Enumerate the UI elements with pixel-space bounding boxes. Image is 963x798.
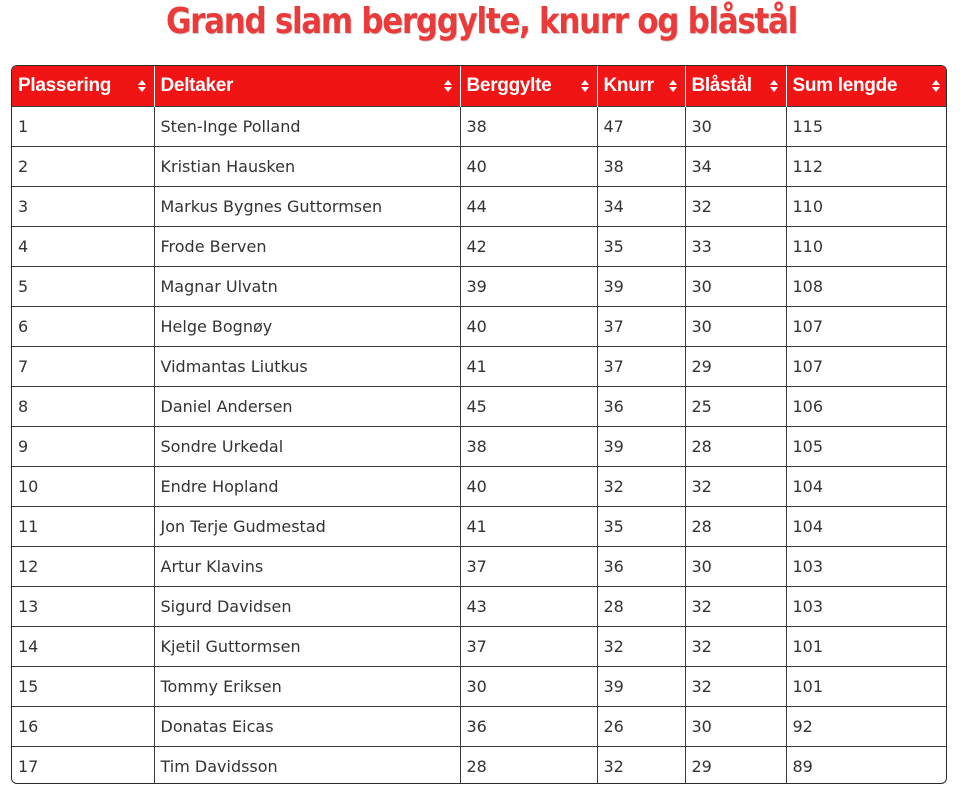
cell-berggylte: 28 (460, 746, 597, 784)
cell-berggylte: 39 (460, 266, 597, 306)
cell-berggylte: 44 (460, 186, 597, 226)
table-row (12, 266, 947, 306)
table-row (12, 146, 947, 186)
sort-updown-icon[interactable] (669, 80, 677, 92)
cell-plassering: 12 (12, 546, 154, 586)
sort-updown-icon[interactable] (581, 80, 589, 92)
column-header-label: Plassering (18, 74, 112, 96)
cell-plassering: 14 (12, 626, 154, 666)
cell-plassering: 3 (12, 186, 154, 226)
cell-blastal: 32 (685, 466, 786, 506)
cell-berggylte: 37 (460, 626, 597, 666)
cell-deltaker: Endre Hopland (154, 466, 460, 506)
table-row (12, 186, 947, 226)
cell-berggylte: 40 (460, 466, 597, 506)
cell-plassering: 10 (12, 466, 154, 506)
cell-knurr: 34 (597, 186, 685, 226)
column-header-label: Sum lengde (792, 74, 898, 96)
cell-blastal: 33 (685, 226, 786, 266)
cell-deltaker: Tommy Eriksen (154, 666, 460, 706)
table-row (12, 386, 947, 426)
cell-sum-lengde: 106 (786, 386, 947, 426)
cell-plassering: 7 (12, 346, 154, 386)
table-row (12, 466, 947, 506)
cell-deltaker: Markus Bygnes Guttormsen (154, 186, 460, 226)
cell-blastal: 29 (685, 746, 786, 784)
col-header-deltaker[interactable] (154, 66, 460, 106)
cell-sum-lengde: 104 (786, 506, 947, 546)
cell-knurr: 39 (597, 666, 685, 706)
cell-berggylte: 30 (460, 666, 597, 706)
results-table-container (11, 65, 947, 784)
cell-berggylte: 43 (460, 586, 597, 626)
cell-sum-lengde: 105 (786, 426, 947, 466)
column-header-label: Berggylte (466, 74, 552, 96)
cell-blastal: 29 (685, 346, 786, 386)
cell-deltaker: Daniel Andersen (154, 386, 460, 426)
sort-updown-icon[interactable] (444, 80, 452, 92)
cell-berggylte: 41 (460, 506, 597, 546)
cell-blastal: 32 (685, 586, 786, 626)
cell-berggylte: 36 (460, 706, 597, 746)
cell-plassering: 11 (12, 506, 154, 546)
col-header-knurr[interactable] (597, 66, 685, 106)
cell-knurr: 32 (597, 466, 685, 506)
cell-knurr: 36 (597, 546, 685, 586)
cell-blastal: 30 (685, 706, 786, 746)
table-row (12, 226, 947, 266)
cell-deltaker: Frode Berven (154, 226, 460, 266)
col-header-plassering[interactable] (12, 66, 154, 106)
cell-plassering: 6 (12, 306, 154, 346)
table-row (12, 626, 947, 666)
cell-plassering: 8 (12, 386, 154, 426)
cell-knurr: 26 (597, 706, 685, 746)
cell-berggylte: 45 (460, 386, 597, 426)
cell-plassering: 2 (12, 146, 154, 186)
cell-blastal: 32 (685, 666, 786, 706)
cell-sum-lengde: 101 (786, 626, 947, 666)
cell-blastal: 25 (685, 386, 786, 426)
sort-updown-icon[interactable] (932, 80, 940, 92)
cell-blastal: 32 (685, 626, 786, 666)
cell-knurr: 39 (597, 266, 685, 306)
cell-berggylte: 40 (460, 146, 597, 186)
cell-blastal: 32 (685, 186, 786, 226)
cell-knurr: 37 (597, 306, 685, 346)
column-header-label: Deltaker (160, 74, 234, 96)
cell-sum-lengde: 103 (786, 586, 947, 626)
cell-sum-lengde: 107 (786, 346, 947, 386)
cell-plassering: 15 (12, 666, 154, 706)
cell-sum-lengde: 112 (786, 146, 947, 186)
cell-knurr: 47 (597, 106, 685, 146)
col-header-blastal[interactable] (685, 66, 786, 106)
cell-sum-lengde: 110 (786, 226, 947, 266)
cell-plassering: 13 (12, 586, 154, 626)
cell-sum-lengde: 104 (786, 466, 947, 506)
column-header-label: Blåstål (691, 74, 752, 96)
table-row (12, 586, 947, 626)
col-header-berggylte[interactable] (460, 66, 597, 106)
cell-knurr: 37 (597, 346, 685, 386)
cell-knurr: 36 (597, 386, 685, 426)
cell-deltaker: Kjetil Guttormsen (154, 626, 460, 666)
cell-sum-lengde: 92 (786, 706, 947, 746)
cell-sum-lengde: 108 (786, 266, 947, 306)
table-row (12, 546, 947, 586)
table-row (12, 426, 947, 466)
sort-updown-icon[interactable] (770, 80, 778, 92)
column-header-label: Knurr (603, 74, 654, 96)
cell-knurr: 38 (597, 146, 685, 186)
cell-deltaker: Magnar Ulvatn (154, 266, 460, 306)
table-header-row (12, 66, 947, 106)
cell-deltaker: Vidmantas Liutkus (154, 346, 460, 386)
cell-plassering: 9 (12, 426, 154, 466)
cell-sum-lengde: 115 (786, 106, 947, 146)
table-body (12, 106, 947, 784)
cell-deltaker: Sten-Inge Polland (154, 106, 460, 146)
cell-knurr: 35 (597, 506, 685, 546)
col-header-sum-lengde[interactable] (786, 66, 947, 106)
table-row (12, 106, 947, 146)
cell-plassering: 1 (12, 106, 154, 146)
cell-sum-lengde: 101 (786, 666, 947, 706)
cell-sum-lengde: 107 (786, 306, 947, 346)
cell-blastal: 28 (685, 426, 786, 466)
cell-sum-lengde: 103 (786, 546, 947, 586)
cell-sum-lengde: 89 (786, 746, 947, 784)
table-row (12, 506, 947, 546)
cell-berggylte: 41 (460, 346, 597, 386)
table-row (12, 346, 947, 386)
cell-berggylte: 38 (460, 426, 597, 466)
cell-knurr: 32 (597, 626, 685, 666)
cell-sum-lengde: 110 (786, 186, 947, 226)
cell-blastal: 28 (685, 506, 786, 546)
cell-knurr: 39 (597, 426, 685, 466)
cell-deltaker: Kristian Hausken (154, 146, 460, 186)
cell-deltaker: Sondre Urkedal (154, 426, 460, 466)
page-title: Grand slam berggylte, knurr og blåstål (166, 1, 797, 42)
cell-deltaker: Sigurd Davidsen (154, 586, 460, 626)
cell-blastal: 30 (685, 306, 786, 346)
cell-knurr: 28 (597, 586, 685, 626)
table-row (12, 746, 947, 784)
cell-deltaker: Artur Klavins (154, 546, 460, 586)
cell-blastal: 30 (685, 106, 786, 146)
results-table (12, 66, 947, 784)
cell-berggylte: 38 (460, 106, 597, 146)
table-row (12, 306, 947, 346)
cell-deltaker: Jon Terje Gudmestad (154, 506, 460, 546)
cell-blastal: 30 (685, 546, 786, 586)
cell-berggylte: 42 (460, 226, 597, 266)
table-row (12, 666, 947, 706)
cell-plassering: 17 (12, 746, 154, 784)
cell-plassering: 5 (12, 266, 154, 306)
cell-plassering: 16 (12, 706, 154, 746)
cell-berggylte: 37 (460, 546, 597, 586)
cell-deltaker: Donatas Eicas (154, 706, 460, 746)
cell-blastal: 30 (685, 266, 786, 306)
cell-blastal: 34 (685, 146, 786, 186)
cell-deltaker: Helge Bognøy (154, 306, 460, 346)
cell-berggylte: 40 (460, 306, 597, 346)
sort-updown-icon[interactable] (138, 80, 146, 92)
cell-knurr: 35 (597, 226, 685, 266)
cell-deltaker: Tim Davidsson (154, 746, 460, 784)
cell-knurr: 32 (597, 746, 685, 784)
table-row (12, 706, 947, 746)
cell-plassering: 4 (12, 226, 154, 266)
